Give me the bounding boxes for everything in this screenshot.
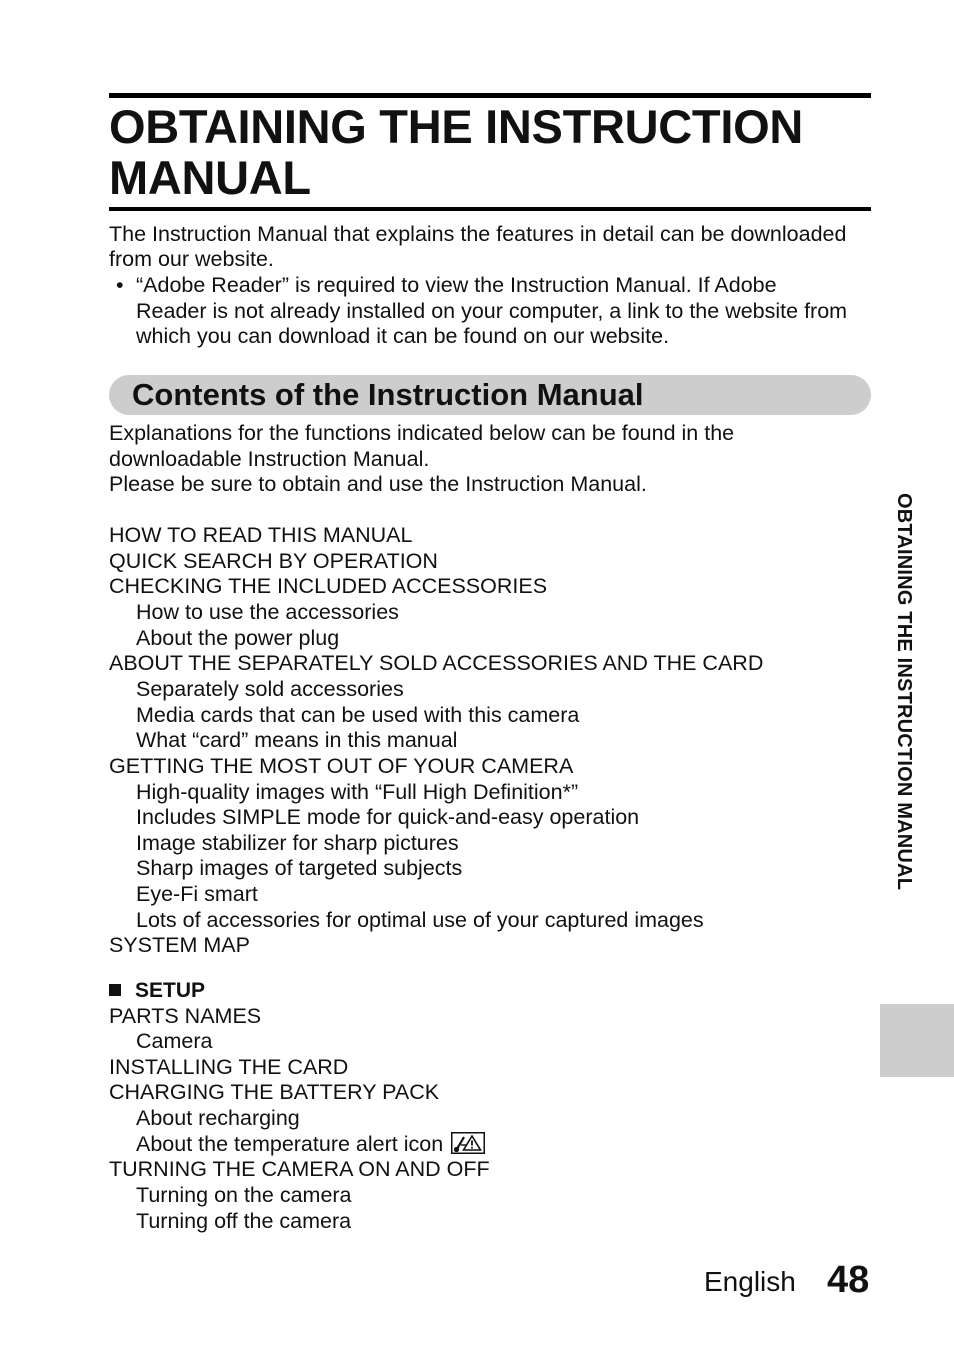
bullet-line-3: which you can download it can be found on our website.: [136, 324, 670, 348]
square-bullet-icon: [109, 984, 121, 996]
bullet-line-2: Reader is not already installed on your computer, a link to the website from: [136, 299, 848, 323]
toc-subitem: About the power plug: [136, 626, 340, 650]
toc-item: GETTING THE MOST OUT OF YOUR CAMERA: [109, 754, 574, 778]
toc-subitem: Eye-Fi smart: [136, 882, 258, 906]
toc-item: CHECKING THE INCLUDED ACCESSORIES: [109, 574, 548, 598]
setup-heading: [109, 978, 205, 1004]
section-line-3: Please be sure to obtain and use the Instruction Manual.: [109, 472, 647, 496]
toc-subitem: What “card” means in this manual: [136, 728, 458, 752]
section-heading: Contents of the Instruction Manual: [132, 377, 644, 412]
setup-subitem: Turning off the camera: [136, 1209, 352, 1233]
page-title-line-1: OBTAINING THE INSTRUCTION: [109, 100, 803, 153]
bullet-line-1: “Adobe Reader” is required to view the Instruction Manual. If Adobe: [136, 273, 777, 297]
setup-item: TURNING THE CAMERA ON AND OFF: [109, 1157, 490, 1181]
setup-subitem-label: About the temperature alert icon: [136, 1132, 444, 1156]
side-tab-marker: [880, 1004, 954, 1077]
section-line-2: downloadable Instruction Manual.: [109, 447, 430, 471]
title-bottom-rule: [109, 207, 871, 211]
toc-subitem: Media cards that can be used with this camera: [136, 703, 580, 727]
footer-language: English: [704, 1266, 796, 1297]
toc-subitem: How to use the accessories: [136, 600, 399, 624]
toc-item: SYSTEM MAP: [109, 933, 250, 957]
setup-item: PARTS NAMES: [109, 1004, 262, 1028]
toc-subitem: High-quality images with “Full High Definition*”: [136, 780, 579, 804]
page-title-line-2: MANUAL: [109, 151, 311, 204]
top-rule: [109, 93, 871, 98]
setup-subitem: Camera: [136, 1029, 213, 1053]
toc-item: HOW TO READ THIS MANUAL: [109, 523, 413, 547]
setup-heading-label: SETUP: [135, 979, 206, 1002]
setup-item: INSTALLING THE CARD: [109, 1055, 349, 1079]
toc-subitem: Lots of accessories for optimal use of your captured images: [136, 908, 704, 932]
intro-line-1: The Instruction Manual that explains the features in detail can be downloaded: [109, 222, 847, 246]
intro-line-2: from our website.: [109, 247, 274, 271]
side-tab-label: OBTAINING THE INSTRUCTION MANUAL: [893, 493, 915, 891]
setup-subitem: Turning on the camera: [136, 1183, 352, 1207]
setup-subitem: About recharging: [136, 1106, 300, 1130]
toc-subitem: Separately sold accessories: [136, 677, 404, 701]
toc-subitem: Image stabilizer for sharp pictures: [136, 831, 459, 855]
toc-subitem: Sharp images of targeted subjects: [136, 856, 463, 880]
toc-item: ABOUT THE SEPARATELY SOLD ACCESSORIES AND THE CARD: [109, 651, 764, 675]
page-number: 48: [827, 1259, 870, 1301]
setup-item: CHARGING THE BATTERY PACK: [109, 1080, 440, 1104]
toc-subitem: Includes SIMPLE mode for quick-and-easy operation: [136, 805, 640, 829]
section-line-1: Explanations for the functions indicated below can be found in the: [109, 421, 735, 445]
bullet-marker: •: [116, 273, 124, 297]
toc-item: QUICK SEARCH BY OPERATION: [109, 549, 438, 573]
page-title: [109, 101, 879, 203]
